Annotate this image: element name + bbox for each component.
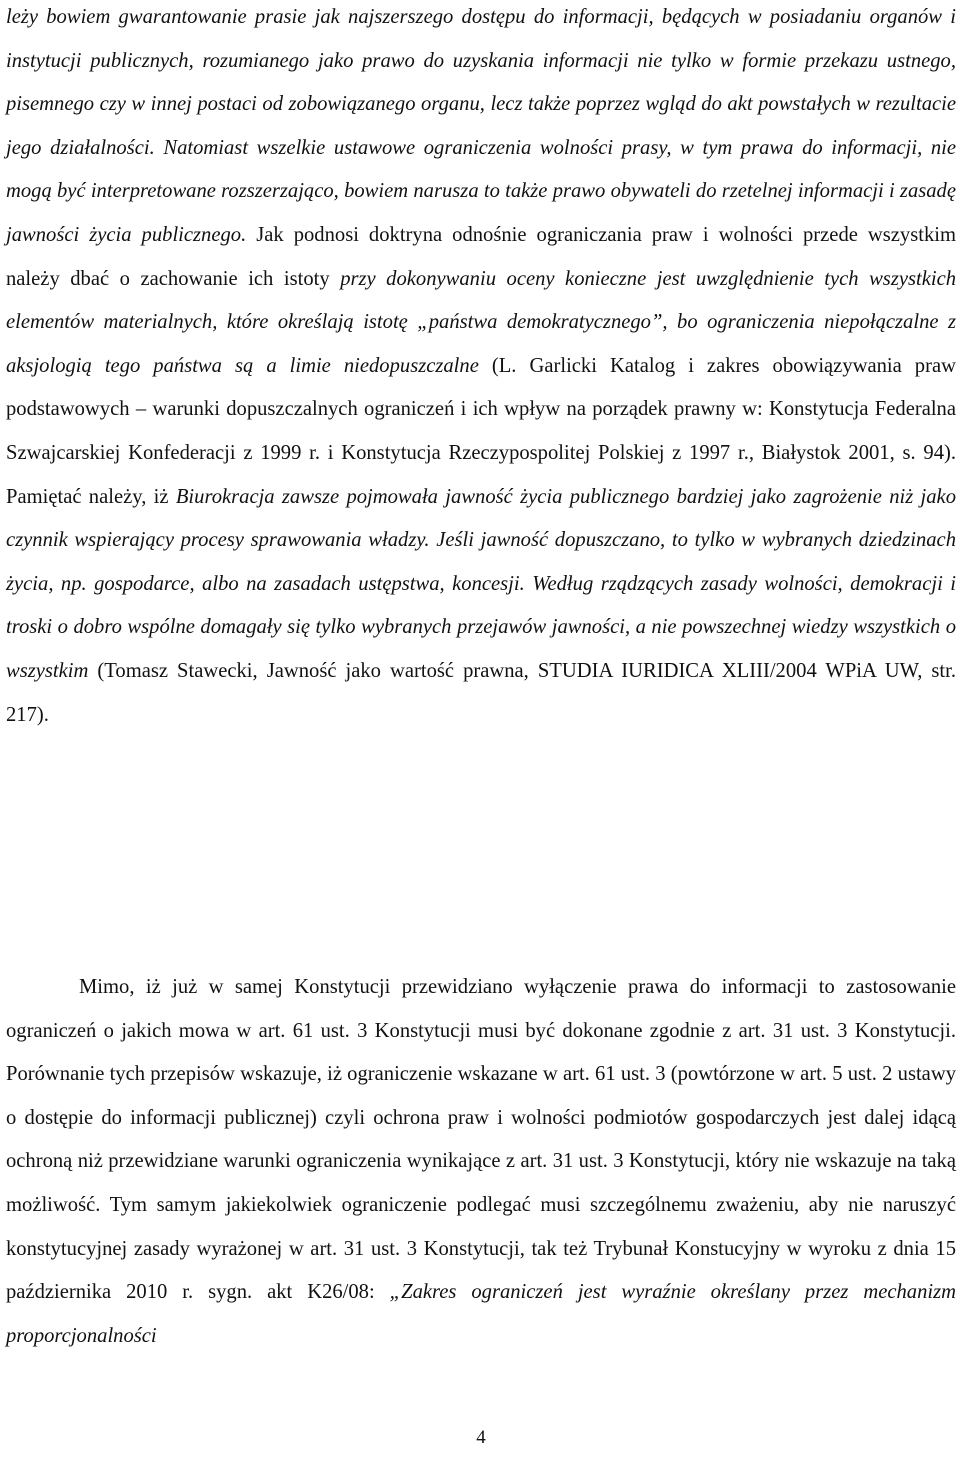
- document-page: [6, 0, 956, 1460]
- paragraph-2-segment-2: „Zakres ograniczeń jest wyraźnie określany przez mechanizm proporcjonalności: [6, 1281, 956, 1347]
- paragraph-2: [6, 966, 956, 1358]
- paragraph-1-segment-1: leży bowiem gwarantowanie prasie jak najszerszego dostępu do informacji, będących w posiadaniu organów i instytucji publicznych, rozumianego jako prawo do uzyskania informacji nie tylko w formie przekazu ustnego, pisemnego czy w innej postaci od zobowiązanego organu, lecz także poprzez wgląd do akt powstałych w rezultacie jego działalności. Natomiast wszelkie ustawowe ograniczenia wolności prasy, w tym prawa do informacji, nie mogą być interpretowane rozszerzająco, bowiem narusza to także prawo obywateli do rzetelnej informacji i zasadę jawności życia publicznego.: [6, 6, 956, 246]
- page-number: 4: [476, 1427, 486, 1448]
- paragraph-2-segment-1: Mimo, iż już w samej Konstytucji przewidziano wyłączenie prawa do informacji to zastosowanie ograniczeń o jakich mowa w art. 61 ust. 3 Konstytucji musi być dokonane zgodnie z art. 31 ust. 3 Konstytucji. Porównanie tych przepisów wskazuje, iż ograniczenie wskazane w art. 61 ust. 3 (powtórzone w art. 5 ust. 2 ustawy o dostępie do informacji publicznej) czyli ochrona praw i wolności podmiotów gospodarczych jest dalej idącą ochroną niż przewidziane warunki ograniczenia wynikające z art. 31 ust. 3 Konstytucji, który nie wskazuje na taką możliwość. Tym samym jakiekolwiek ograniczenie podlegać musi szczególnemu zważeniu, aby nie naruszyć konstytucyjnej zasady wyrażonej w art. 31 ust. 3 Konstytucji, tak też Trybunał Konstucyjny w wyroku z dnia 15 października 2010 r. sygn. akt K26/08:: [6, 976, 956, 1304]
- paragraph-1: [6, 0, 956, 737]
- paragraph-1-segment-5: Biurokracja zawsze pojmowała jawność życia publicznego bardziej jako zagrożenie niż jako czynnik wspierający procesy sprawowania władzy. Jeśli jawność dopuszczano, to tylko w wybranych dziedzinach życia, np. gospodarce, albo na zasadach ustępstwa, koncesji. Według rządzących zasady wolności, demokracji i troski o dobro wspólne domagały się tylko wybranych przejawów jawności, a nie powszechnej wiedzy wszystkich o wszystkim: [6, 485, 956, 682]
- paragraph-1-segment-6: (Tomasz Stawecki, Jawność jako wartość prawna, STUDIA IURIDICA XLIII/2004 WPiA UW, str. 217).: [6, 659, 956, 726]
- paragraph-1-segment-3: przy dokonywaniu oceny konieczne jest uwzględnienie tych wszystkich elementów materialnych, które określają istotę „państwa demokratycznego”, bo ograniczenia niepołączalne z aksjologią tego państwa są a limie niedopuszczalne: [6, 267, 957, 377]
- paragraph-1-segment-2: Jak podnosi doktryna odnośnie ograniczania praw i wolności przede wszystkim należy dbać o zachowanie ich istoty: [6, 223, 956, 290]
- paragraph-1-segment-4: (L. Garlicki Katalog i zakres obowiązywania praw podstawowych – warunki dopuszczalnych ograniczeń i ich wpływ na porządek prawny w: Konstytucja Federalna Szwajcarskiej Konfederacji z 1999 r. i Konstytucja Rzeczypospolitej Polskiej z 1997 r., Białystok 2001, s. 94). Pamiętać należy, iż: [6, 354, 956, 508]
